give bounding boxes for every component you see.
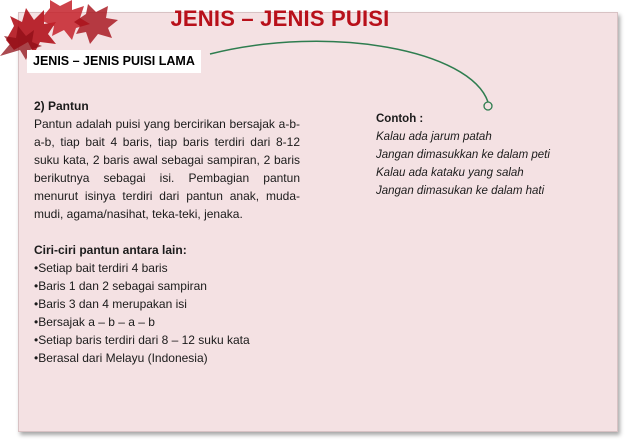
list-item: • Setiap baris terdiri dari 8 – 12 suku kata [34, 331, 300, 349]
criteria-heading: Ciri-ciri pantun antara lain: [34, 243, 187, 257]
list-item: • Baris 1 dan 2 sebagai sampiran [34, 277, 300, 295]
list-item: • Berasal dari Melayu (Indonesia) [34, 349, 300, 367]
example-line: Kalau ada jarum patah [376, 131, 492, 143]
section-label: JENIS – JENIS PUISI LAMA [27, 50, 201, 73]
list-item: • Baris 3 dan 4 merupakan isi [34, 295, 300, 313]
pantun-heading: 2) Pantun [34, 99, 89, 113]
list-item: • Setiap bait terdiri 4 baris [34, 259, 300, 277]
example-heading: Contoh : [376, 113, 424, 125]
criteria-list [34, 259, 300, 367]
list-item: • Bersajak a – b – a – b [34, 313, 300, 331]
pantun-description: Pantun adalah puisi yang bercirikan bersajak a-b-a-b, tiap bait 4 baris, tiap baris terdiri dari 8-12 suku kata, 2 baris awal sebagai sampiran, 2 baris berikutnya sebagai isi. Pembagian pantun menurut isinya terdiri dari pantun anak, muda-mudi, agama/nasihat, teka-teki, jenaka. [34, 117, 300, 221]
page-title: JENIS – JENIS PUISI [170, 6, 390, 31]
example-section [376, 110, 616, 200]
example-line: Jangan dimasukan ke dalam hati [376, 185, 545, 197]
criteria-section [34, 241, 300, 367]
example-line: Kalau ada kataku yang salah [376, 167, 524, 179]
example-line: Jangan dimasukkan ke dalam peti [376, 149, 550, 161]
pantun-section [34, 97, 300, 367]
